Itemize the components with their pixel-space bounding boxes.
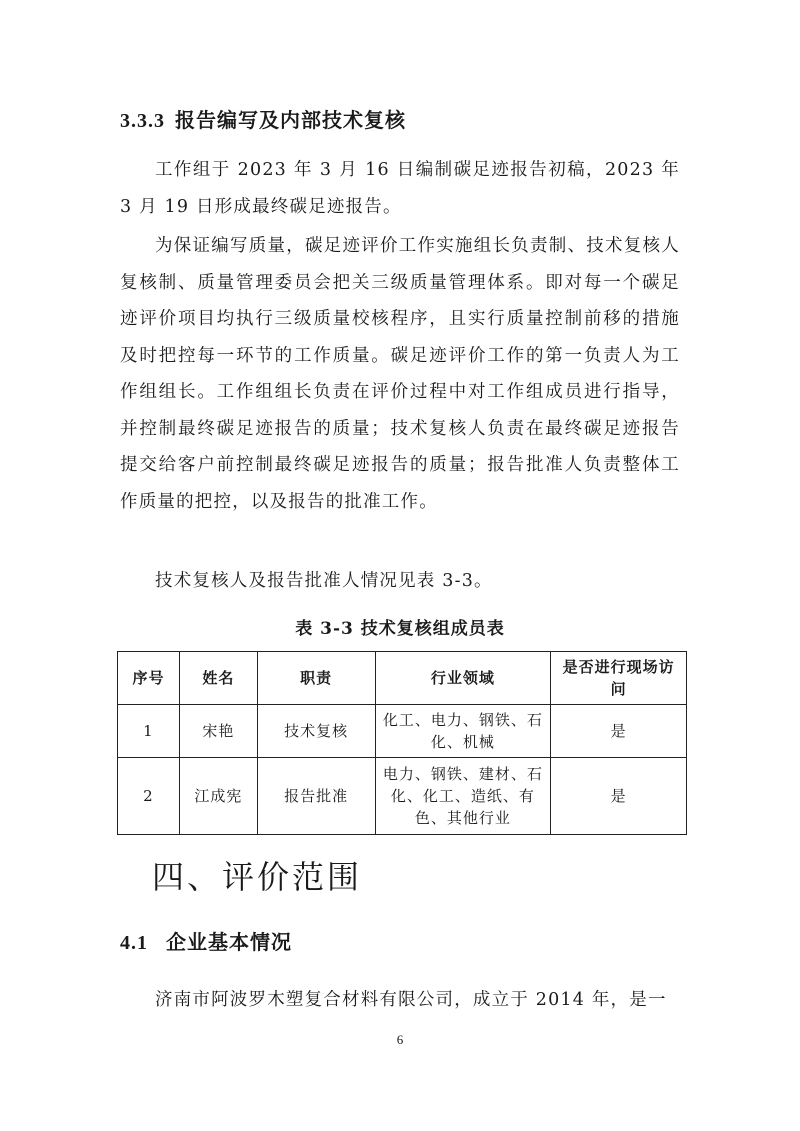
- header-site-visit: 是否进行现场访问: [551, 652, 687, 705]
- header-name: 姓名: [179, 652, 257, 705]
- cell-index: 2: [118, 758, 180, 835]
- cell-name: 江成宪: [179, 758, 257, 835]
- paragraph-quality-control: 为保证编写质量，碳足迹评价工作实施组长负责制、技术复核人复核制、质量管理委员会把关三级质量管理体系。即对每一个碳足迹评价项目均执行三级质量校核程序，且实行质量控制前移的措施及时把控每一环节的工作质量。碳足迹评价工作的第一负责人为工作组组长。工作组组长负责在评价过程中对工作组成员进行指导，并控制最终碳足迹报告的质量；技术复核人负责在最终碳足迹报告提交给客户前控制最终碳足迹报告的质量；报告批准人负责整体工作质量的把控，以及报告的批准工作。: [120, 236, 680, 512]
- review-team-table: [117, 651, 687, 835]
- page-number: 6: [396, 1032, 404, 1047]
- table-header-row: [118, 652, 687, 705]
- paragraph-report-dates: 工作组于 2023 年 3 月 16 日编制碳足迹报告初稿，2023 年 3 月 19 日形成最终碳足迹报告。: [120, 160, 680, 217]
- section-heading-4-1: [120, 926, 292, 955]
- header-index: 序号: [118, 652, 180, 705]
- cell-duty: 技术复核: [257, 705, 375, 758]
- paragraph-table-reference: 技术复核人及报告批准人情况见表 3-3。: [155, 571, 493, 591]
- chapter-heading: 四、评价范围: [152, 858, 363, 896]
- section-number: 4.1: [120, 932, 148, 954]
- section-title: 报告编写及内部技术复核: [174, 108, 406, 132]
- cell-industry: 电力、钢铁、建材、石化、化工、造纸、有色、其他行业: [375, 758, 551, 835]
- cell-duty: 报告批准: [257, 758, 375, 835]
- section-title: 企业基本情况: [165, 930, 292, 954]
- table-row: [118, 758, 687, 835]
- cell-industry: 化工、电力、钢铁、石化、机械: [375, 705, 551, 758]
- header-industry: 行业领域: [375, 652, 551, 705]
- header-duty: 职责: [257, 652, 375, 705]
- paragraph-company-intro: 济南市阿波罗木塑复合材料有限公司，成立于 2014 年，是一: [155, 990, 667, 1010]
- section-heading-3-3-3: [120, 104, 406, 133]
- table-caption: 表 3-3 技术复核组成员表: [295, 619, 505, 639]
- cell-name: 宋艳: [179, 705, 257, 758]
- cell-site-visit: 是: [551, 705, 687, 758]
- section-number: 3.3.3: [120, 110, 165, 132]
- cell-index: 1: [118, 705, 180, 758]
- cell-site-visit: 是: [551, 758, 687, 835]
- table-row: [118, 705, 687, 758]
